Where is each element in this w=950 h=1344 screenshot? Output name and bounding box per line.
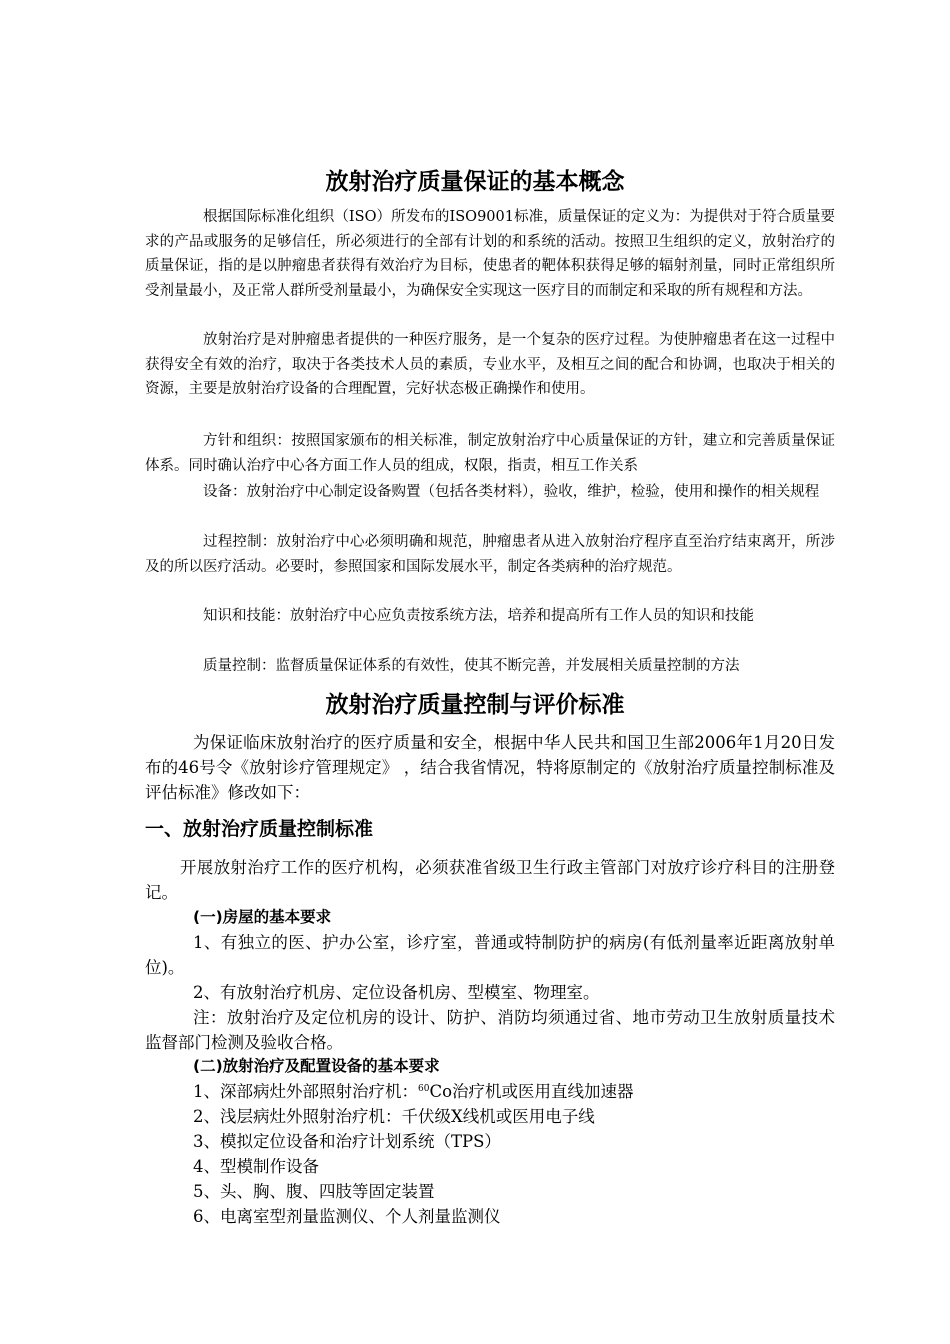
paragraph-knowledge-skills: 知识和技能：放射治疗中心应负责按系统方法，培养和提高所有工作人员的知识和技能 [203, 608, 754, 624]
isotope-mass-number: 60 [418, 1084, 430, 1094]
list-item: 6、电离室型剂量监测仪、个人剂量监测仪 [193, 1207, 501, 1226]
list-item: 2、浅层病灶外照射治疗机：千伏级X线机或医用电子线 [193, 1107, 595, 1126]
section-title-standards: 放射治疗质量控制与评价标准 [325, 692, 625, 718]
list-item: 4、型模制作设备 [193, 1157, 319, 1176]
paragraph-process-control: 过程控制：放射治疗中心必须明确和规范，肿瘤患者从进入放射治疗程序直至治疗结束离开，所涉及的所以医疗活动。必要时，参照国家和国际发展水平，制定各类病种的治疗规范。 [145, 534, 835, 575]
paragraph-radiotherapy-service: 放射治疗是对肿瘤患者提供的一种医疗服务，是一个复杂的医疗过程。为使肿瘤患者在这一过程中获得安全有效的治疗，取决于各类技术人员的素质，专业水平，及相互之间的配合和协调，也取决于相关的资源，主要是放射治疗设备的合理配置，完好状态极正确操作和使用。 [145, 332, 835, 397]
list-item: 5、头、胸、腹、四肢等固定装置 [193, 1182, 435, 1201]
heading-building-requirements: (一)房屋的基本要求 [193, 908, 332, 926]
document-title: 放射治疗质量保证的基本概念 [325, 169, 625, 195]
paragraph-policy-organization: 方针和组织：按照国家颁布的相关标准，制定放射治疗中心质量保证的方针，建立和完善质量保证体系。同时确认治疗中心各方面工作人员的组成，权限，指责，相互工作关系 [145, 433, 835, 474]
note-paragraph: 注：放射治疗及定位机房的设计、防护、消防均须通过省、地市劳动卫生放射质量技术监督部门检测及验收合格。 [145, 1008, 835, 1052]
list-item [193, 1079, 634, 1104]
paragraph-equipment: 设备：放射治疗中心制定设备购置（包括各类材料），验收，维护，检验，使用和操作的相关规程 [203, 484, 820, 500]
paragraph-qa-definition: 根据国际标准化组织（ISO）所发布的ISO9001标准，质量保证的定义为：为提供对于符合质量要求的产品或服务的足够信任，所必须进行的全部有计划的和系统的活动。按照卫生组织的定义，放射治疗的质量保证，指的是以肿瘤患者获得有效治疗为目标，使患者的靶体积获得足够的辐射剂量，同时正常组织所受剂量最小，及正常人群所受剂量最小，为确保安全实现这一医疗目的而制定和采取的所有规程和方法。 [145, 209, 835, 299]
list-item: 3、模拟定位设备和治疗计划系统（TPS） [193, 1132, 501, 1151]
heading-quality-control-standards: 一、放射治疗质量控制标准 [145, 818, 374, 840]
list-item: 2、有放射治疗机房、定位设备机房、型模室、物理室。 [193, 983, 600, 1002]
paragraph-standards-intro: 为保证临床放射治疗的医疗质量和安全，根据中华人民共和国卫生部2006年1月20日发布的46号令《放射诊疗管理规定》 ，结合我省情况，特将原制定的《放射治疗质量控制标准及评估标准》修改如下： [145, 733, 835, 802]
list-item: 1、有独立的医、护办公室，诊疗室，普通或特制防护的病房(有低剂量率近距离放射单位)。 [145, 933, 835, 977]
heading-equipment-requirements: (二)放射治疗及配置设备的基本要求 [193, 1057, 440, 1075]
paragraph-quality-control: 质量控制：监督质量保证体系的有效性，使其不断完善，并发展相关质量控制的方法 [203, 658, 740, 674]
list-item-prefix: 1、深部病灶外部照射治疗机： [193, 1082, 418, 1101]
paragraph-registration: 开展放射治疗工作的医疗机构，必须获准省级卫生行政主管部门对放疗诊疗科目的注册登记。 [145, 858, 835, 902]
list-item-suffix: Co治疗机或医用直线加速器 [429, 1082, 634, 1101]
